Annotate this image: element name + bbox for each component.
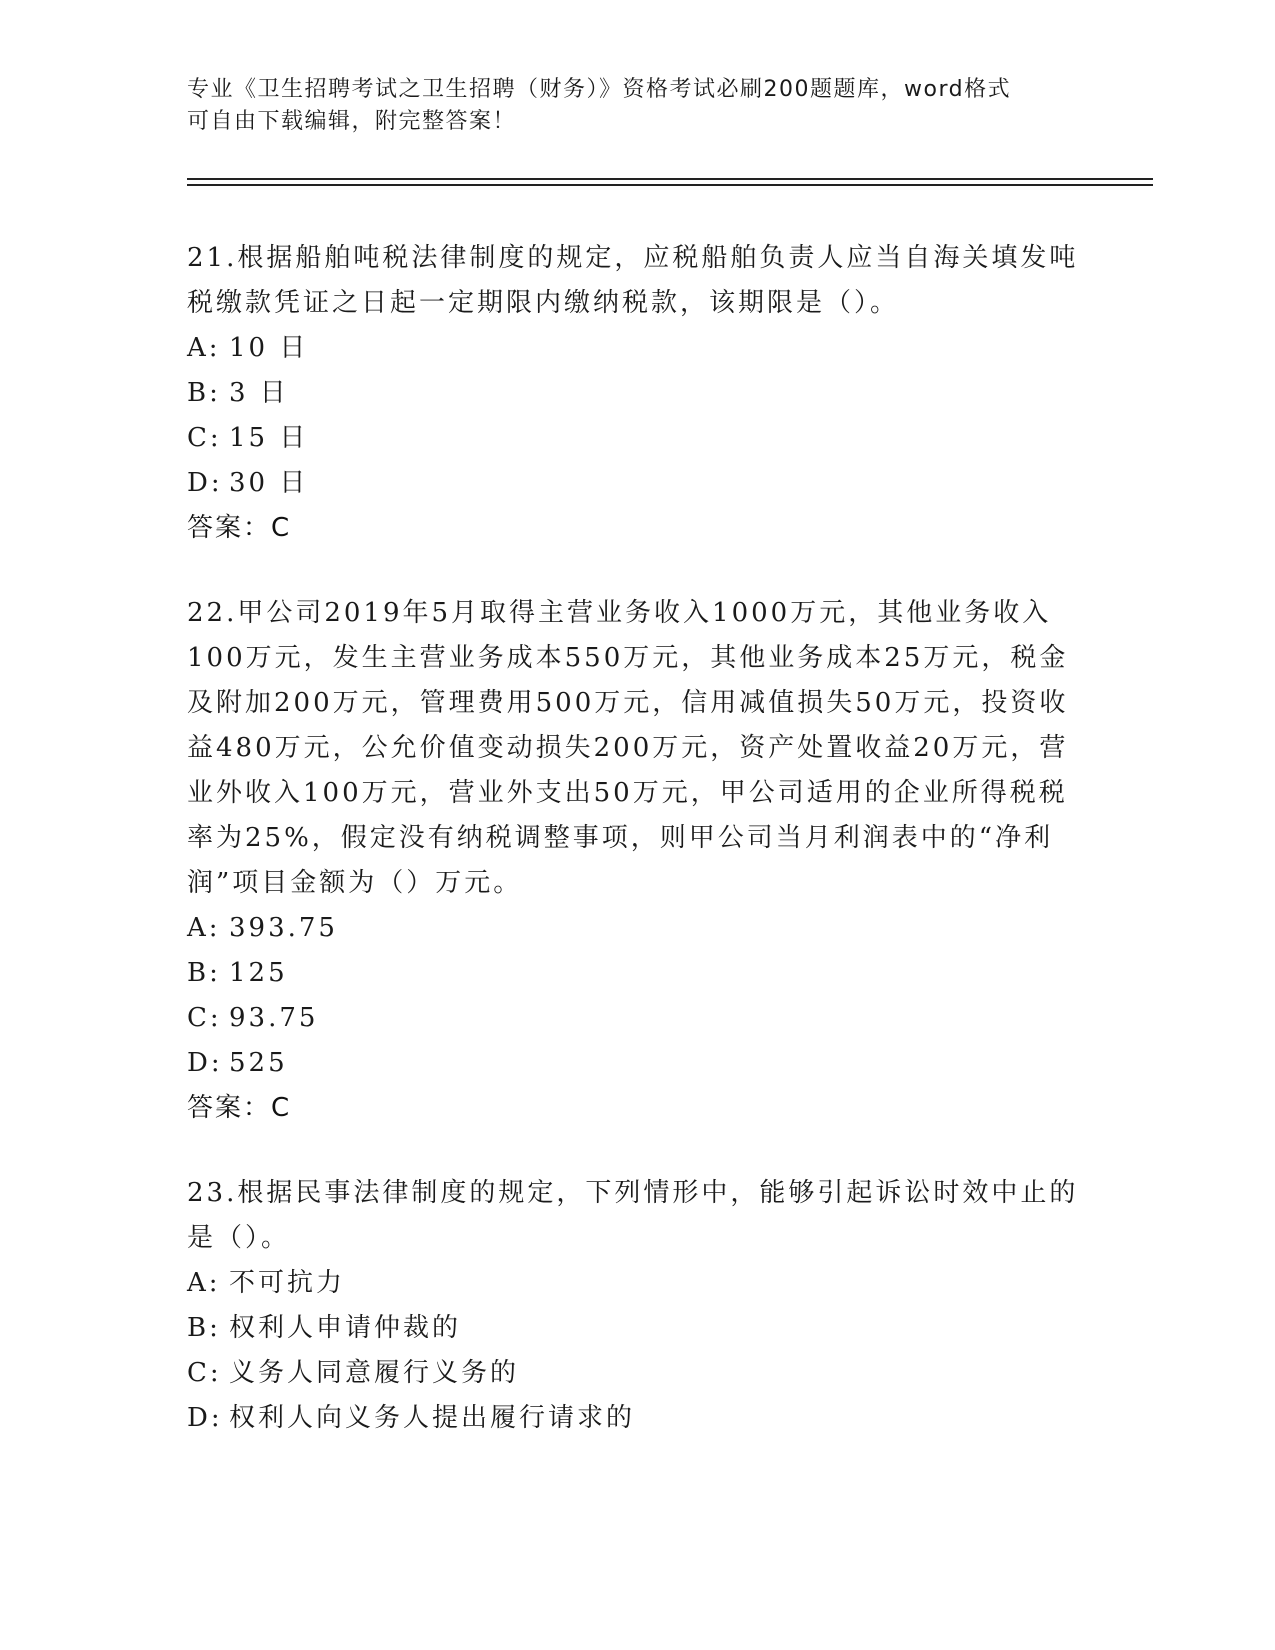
option-c [187, 996, 1087, 1041]
option-text: 不可抗力 [229, 1268, 346, 1298]
option-text: 30 日 [229, 468, 309, 498]
option-text: 义务人同意履行义务的 [229, 1358, 520, 1388]
option-text: 393.75 [229, 913, 338, 943]
answer-line: 答案：C [187, 513, 292, 543]
option-letter: B: [187, 958, 221, 988]
option-text: 125 [229, 958, 288, 988]
question-23 [187, 1171, 1087, 1441]
option-letter: D: [187, 468, 223, 498]
option-letter: A: [187, 913, 221, 943]
option-text: 15 日 [229, 423, 309, 453]
option-letter: B: [187, 1313, 221, 1343]
option-text: 525 [229, 1048, 288, 1078]
option-b [187, 1306, 1087, 1351]
option-b [187, 371, 1087, 416]
option-text: 权利人申请仲裁的 [229, 1313, 462, 1343]
question-22 [187, 591, 1087, 1131]
option-d [187, 1041, 1087, 1086]
option-d [187, 1396, 1087, 1441]
answer-line: 答案：C [187, 1093, 292, 1123]
header-divider-bottom [187, 184, 1153, 186]
header-line-2: 可自由下载编辑，附完整答案！ [187, 109, 517, 134]
question-stem: 22.甲公司2019年5月取得主营业务收入1000万元，其他业务收入100万元，发生主营业务成本550万元，其他业务成本25万元，税金及附加200万元，管理费用500万元，信用减值损失50万元，投资收益480万元，公允价值变动损失200万元，资产处置收益20万元，营业外收入100万元，营业外支出50万元，甲公司适用的企业所得税税率为25%，假定没有纳税调整事项，则甲公司当月利润表中的“净利润”项目金额为（）万元。 [187, 598, 1069, 898]
option-b [187, 951, 1087, 996]
option-a [187, 1261, 1087, 1306]
header-line-1: 专业《卫生招聘考试之卫生招聘（财务）》资格考试必刷200题题库，word格式 [187, 77, 1012, 102]
option-text: 3 日 [229, 378, 289, 408]
question-stem: 23.根据民事法律制度的规定，下列情形中，能够引起诉讼时效中止的是（）。 [187, 1178, 1079, 1253]
option-letter: D: [187, 1048, 223, 1078]
document-header [187, 74, 1087, 138]
option-letter: A: [187, 333, 221, 363]
option-c [187, 416, 1087, 461]
question-list [187, 236, 1087, 1481]
option-text: 93.75 [229, 1003, 319, 1033]
option-letter: B: [187, 378, 221, 408]
option-text: 权利人向义务人提出履行请求的 [229, 1403, 636, 1433]
option-letter: C: [187, 1358, 222, 1388]
option-letter: C: [187, 423, 222, 453]
header-divider-top [187, 178, 1153, 180]
option-a [187, 906, 1087, 951]
option-a [187, 326, 1087, 371]
option-letter: A: [187, 1268, 221, 1298]
option-letter: C: [187, 1003, 222, 1033]
option-c [187, 1351, 1087, 1396]
option-letter: D: [187, 1403, 223, 1433]
question-stem: 21.根据船舶吨税法律制度的规定，应税船舶负责人应当自海关填发吨税缴款凭证之日起一定期限内缴纳税款，该期限是（）。 [187, 243, 1079, 318]
option-d [187, 461, 1087, 506]
question-21 [187, 236, 1087, 551]
option-text: 10 日 [229, 333, 309, 363]
